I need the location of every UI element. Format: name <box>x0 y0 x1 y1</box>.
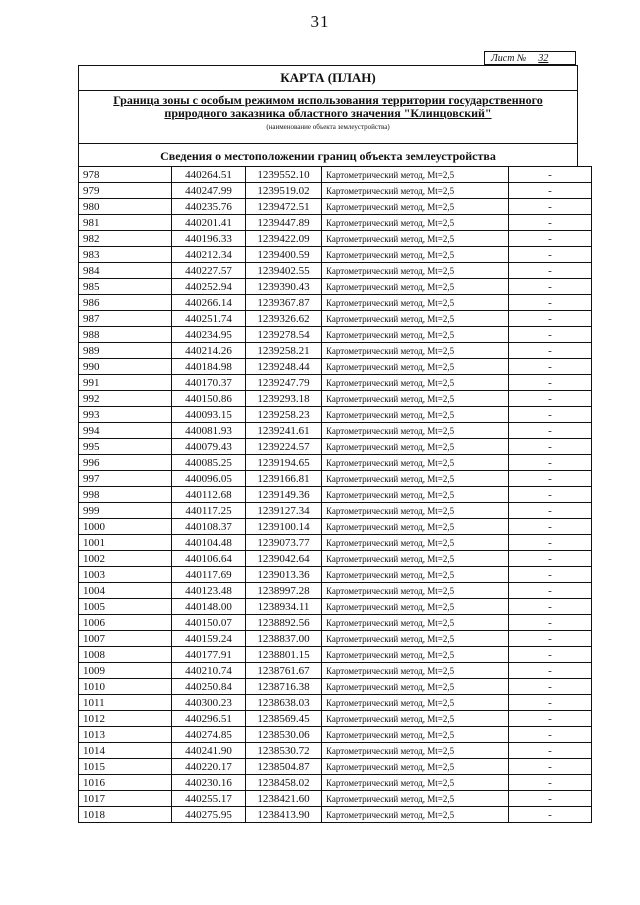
y-coordinate-cell: 1239552.10 <box>246 167 322 183</box>
point-number-cell: 980 <box>79 199 172 215</box>
y-coordinate-cell: 1239224.57 <box>246 439 322 455</box>
accuracy-note-cell: - <box>509 567 592 583</box>
table-row <box>79 295 592 311</box>
x-coordinate-cell: 440296.51 <box>172 711 246 727</box>
point-number-cell: 994 <box>79 423 172 439</box>
point-number-cell: 988 <box>79 327 172 343</box>
point-number-cell: 998 <box>79 487 172 503</box>
y-coordinate-cell: 1239519.02 <box>246 183 322 199</box>
accuracy-note-cell: - <box>509 471 592 487</box>
y-coordinate-cell: 1239390.43 <box>246 279 322 295</box>
determination-method-cell: Картометрический метод, Mt=2,5 <box>322 663 509 679</box>
table-row <box>79 439 592 455</box>
point-number-cell: 997 <box>79 471 172 487</box>
y-coordinate-cell: 1239194.65 <box>246 455 322 471</box>
determination-method-cell: Картометрический метод, Mt=2,5 <box>322 439 509 455</box>
accuracy-note-cell: - <box>509 791 592 807</box>
x-coordinate-cell: 440123.48 <box>172 583 246 599</box>
determination-method-cell: Картометрический метод, Mt=2,5 <box>322 471 509 487</box>
table-row <box>79 807 592 823</box>
point-number-cell: 1008 <box>79 647 172 663</box>
point-number-cell: 979 <box>79 183 172 199</box>
table-row <box>79 727 592 743</box>
table-row <box>79 183 592 199</box>
y-coordinate-cell: 1239447.89 <box>246 215 322 231</box>
accuracy-note-cell: - <box>509 215 592 231</box>
determination-method-cell: Картометрический метод, Mt=2,5 <box>322 487 509 503</box>
accuracy-note-cell: - <box>509 487 592 503</box>
y-coordinate-cell: 1239127.34 <box>246 503 322 519</box>
y-coordinate-cell: 1239367.87 <box>246 295 322 311</box>
page-number: 31 <box>310 12 330 31</box>
y-coordinate-cell: 1238569.45 <box>246 711 322 727</box>
x-coordinate-cell: 440148.00 <box>172 599 246 615</box>
point-number-cell: 984 <box>79 263 172 279</box>
section-title: Сведения о местоположении границ объекта землеустройства <box>79 144 577 167</box>
y-coordinate-cell: 1239278.54 <box>246 327 322 343</box>
point-number-cell: 996 <box>79 455 172 471</box>
table-row <box>79 567 592 583</box>
determination-method-cell: Картометрический метод, Mt=2,5 <box>322 375 509 391</box>
y-coordinate-cell: 1239400.59 <box>246 247 322 263</box>
determination-method-cell: Картометрический метод, Mt=2,5 <box>322 279 509 295</box>
table-row <box>79 663 592 679</box>
table-row <box>79 215 592 231</box>
determination-method-cell: Картометрический метод, Mt=2,5 <box>322 727 509 743</box>
point-number-cell: 1003 <box>79 567 172 583</box>
y-coordinate-cell: 1239166.81 <box>246 471 322 487</box>
table-row <box>79 535 592 551</box>
x-coordinate-cell: 440106.64 <box>172 551 246 567</box>
determination-method-cell: Картометрический метод, Mt=2,5 <box>322 295 509 311</box>
table-row <box>79 279 592 295</box>
accuracy-note-cell: - <box>509 679 592 695</box>
y-coordinate-cell: 1238716.38 <box>246 679 322 695</box>
y-coordinate-cell: 1239247.79 <box>246 375 322 391</box>
determination-method-cell: Картометрический метод, Mt=2,5 <box>322 423 509 439</box>
accuracy-note-cell: - <box>509 439 592 455</box>
x-coordinate-cell: 440234.95 <box>172 327 246 343</box>
document-title: КАРТА (ПЛАН) <box>79 66 577 91</box>
accuracy-note-cell: - <box>509 535 592 551</box>
point-number-cell: 1017 <box>79 791 172 807</box>
table-row <box>79 311 592 327</box>
table-row <box>79 471 592 487</box>
accuracy-note-cell: - <box>509 279 592 295</box>
y-coordinate-cell: 1239100.14 <box>246 519 322 535</box>
accuracy-note-cell: - <box>509 615 592 631</box>
point-number-cell: 1001 <box>79 535 172 551</box>
y-coordinate-cell: 1239013.36 <box>246 567 322 583</box>
accuracy-note-cell: - <box>509 455 592 471</box>
point-number-cell: 1015 <box>79 759 172 775</box>
table-row <box>79 455 592 471</box>
point-number-cell: 985 <box>79 279 172 295</box>
determination-method-cell: Картометрический метод, Mt=2,5 <box>322 599 509 615</box>
point-number-cell: 987 <box>79 311 172 327</box>
coordinates-table-body <box>79 167 592 823</box>
table-row <box>79 263 592 279</box>
table-row <box>79 407 592 423</box>
table-row <box>79 503 592 519</box>
sheet-label: Лист № <box>491 53 527 64</box>
point-number-cell: 1004 <box>79 583 172 599</box>
determination-method-cell: Картометрический метод, Mt=2,5 <box>322 231 509 247</box>
determination-method-cell: Картометрический метод, Mt=2,5 <box>322 759 509 775</box>
accuracy-note-cell: - <box>509 263 592 279</box>
y-coordinate-cell: 1238934.11 <box>246 599 322 615</box>
table-row <box>79 631 592 647</box>
table-row <box>79 487 592 503</box>
point-number-cell: 1005 <box>79 599 172 615</box>
point-number-cell: 992 <box>79 391 172 407</box>
determination-method-cell: Картометрический метод, Mt=2,5 <box>322 407 509 423</box>
determination-method-cell: Картометрический метод, Mt=2,5 <box>322 695 509 711</box>
table-row <box>79 759 592 775</box>
accuracy-note-cell: - <box>509 599 592 615</box>
x-coordinate-cell: 440220.17 <box>172 759 246 775</box>
accuracy-note-cell: - <box>509 183 592 199</box>
y-coordinate-cell: 1239422.09 <box>246 231 322 247</box>
x-coordinate-cell: 440108.37 <box>172 519 246 535</box>
point-number-cell: 986 <box>79 295 172 311</box>
coordinates-table <box>78 166 592 823</box>
x-coordinate-cell: 440104.48 <box>172 535 246 551</box>
accuracy-note-cell: - <box>509 631 592 647</box>
table-row <box>79 743 592 759</box>
x-coordinate-cell: 440266.14 <box>172 295 246 311</box>
point-number-cell: 1012 <box>79 711 172 727</box>
x-coordinate-cell: 440274.85 <box>172 727 246 743</box>
accuracy-note-cell: - <box>509 695 592 711</box>
table-row <box>79 231 592 247</box>
x-coordinate-cell: 440275.95 <box>172 807 246 823</box>
y-coordinate-cell: 1239042.64 <box>246 551 322 567</box>
table-row <box>79 375 592 391</box>
y-coordinate-cell: 1239472.51 <box>246 199 322 215</box>
accuracy-note-cell: - <box>509 807 592 823</box>
accuracy-note-cell: - <box>509 647 592 663</box>
x-coordinate-cell: 440093.15 <box>172 407 246 423</box>
accuracy-note-cell: - <box>509 759 592 775</box>
object-name-caption: (наименование объекта землеустройства) <box>266 123 390 131</box>
x-coordinate-cell: 440230.16 <box>172 775 246 791</box>
accuracy-note-cell: - <box>509 423 592 439</box>
table-row <box>79 711 592 727</box>
x-coordinate-cell: 440212.34 <box>172 247 246 263</box>
determination-method-cell: Картометрический метод, Mt=2,5 <box>322 519 509 535</box>
x-coordinate-cell: 440085.25 <box>172 455 246 471</box>
table-row <box>79 615 592 631</box>
accuracy-note-cell: - <box>509 391 592 407</box>
x-coordinate-cell: 440247.99 <box>172 183 246 199</box>
determination-method-cell: Картометрический метод, Mt=2,5 <box>322 343 509 359</box>
x-coordinate-cell: 440227.57 <box>172 263 246 279</box>
x-coordinate-cell: 440250.84 <box>172 679 246 695</box>
point-number-cell: 991 <box>79 375 172 391</box>
accuracy-note-cell: - <box>509 727 592 743</box>
accuracy-note-cell: - <box>509 743 592 759</box>
y-coordinate-cell: 1239258.23 <box>246 407 322 423</box>
point-number-cell: 999 <box>79 503 172 519</box>
x-coordinate-cell: 440196.33 <box>172 231 246 247</box>
table-row <box>79 199 592 215</box>
table-row <box>79 327 592 343</box>
y-coordinate-cell: 1238458.02 <box>246 775 322 791</box>
y-coordinate-cell: 1238421.60 <box>246 791 322 807</box>
table-row <box>79 167 592 183</box>
accuracy-note-cell: - <box>509 551 592 567</box>
accuracy-note-cell: - <box>509 231 592 247</box>
accuracy-note-cell: - <box>509 775 592 791</box>
x-coordinate-cell: 440079.43 <box>172 439 246 455</box>
determination-method-cell: Картометрический метод, Mt=2,5 <box>322 167 509 183</box>
accuracy-note-cell: - <box>509 375 592 391</box>
x-coordinate-cell: 440210.74 <box>172 663 246 679</box>
determination-method-cell: Картометрический метод, Mt=2,5 <box>322 647 509 663</box>
point-number-cell: 1000 <box>79 519 172 535</box>
x-coordinate-cell: 440081.93 <box>172 423 246 439</box>
x-coordinate-cell: 440117.25 <box>172 503 246 519</box>
object-name-line-2: природного заказника областного значения "Клинцовский" <box>164 106 492 120</box>
table-row <box>79 647 592 663</box>
determination-method-cell: Картометрический метод, Mt=2,5 <box>322 455 509 471</box>
table-row <box>79 423 592 439</box>
x-coordinate-cell: 440241.90 <box>172 743 246 759</box>
accuracy-note-cell: - <box>509 327 592 343</box>
determination-method-cell: Картометрический метод, Mt=2,5 <box>322 567 509 583</box>
y-coordinate-cell: 1239149.36 <box>246 487 322 503</box>
table-row <box>79 791 592 807</box>
point-number-cell: 989 <box>79 343 172 359</box>
accuracy-note-cell: - <box>509 519 592 535</box>
x-coordinate-cell: 440184.98 <box>172 359 246 375</box>
table-row <box>79 583 592 599</box>
determination-method-cell: Картометрический метод, Mt=2,5 <box>322 311 509 327</box>
point-number-cell: 1006 <box>79 615 172 631</box>
y-coordinate-cell: 1238413.90 <box>246 807 322 823</box>
y-coordinate-cell: 1238997.28 <box>246 583 322 599</box>
point-number-cell: 1014 <box>79 743 172 759</box>
determination-method-cell: Картометрический метод, Mt=2,5 <box>322 551 509 567</box>
determination-method-cell: Картометрический метод, Mt=2,5 <box>322 247 509 263</box>
point-number-cell: 981 <box>79 215 172 231</box>
accuracy-note-cell: - <box>509 711 592 727</box>
accuracy-note-cell: - <box>509 311 592 327</box>
table-row <box>79 599 592 615</box>
determination-method-cell: Картометрический метод, Mt=2,5 <box>322 183 509 199</box>
point-number-cell: 990 <box>79 359 172 375</box>
accuracy-note-cell: - <box>509 167 592 183</box>
object-name-block <box>79 91 577 144</box>
table-row <box>79 551 592 567</box>
determination-method-cell: Картометрический метод, Mt=2,5 <box>322 711 509 727</box>
point-number-cell: 978 <box>79 167 172 183</box>
point-number-cell: 993 <box>79 407 172 423</box>
point-number-cell: 1010 <box>79 679 172 695</box>
determination-method-cell: Картометрический метод, Mt=2,5 <box>322 503 509 519</box>
x-coordinate-cell: 440255.17 <box>172 791 246 807</box>
determination-method-cell: Картометрический метод, Mt=2,5 <box>322 583 509 599</box>
point-number-cell: 983 <box>79 247 172 263</box>
document-header <box>78 65 578 167</box>
determination-method-cell: Картометрический метод, Mt=2,5 <box>322 743 509 759</box>
accuracy-note-cell: - <box>509 343 592 359</box>
determination-method-cell: Картометрический метод, Mt=2,5 <box>322 807 509 823</box>
x-coordinate-cell: 440150.07 <box>172 615 246 631</box>
x-coordinate-cell: 440170.37 <box>172 375 246 391</box>
x-coordinate-cell: 440117.69 <box>172 567 246 583</box>
accuracy-note-cell: - <box>509 663 592 679</box>
y-coordinate-cell: 1239293.18 <box>246 391 322 407</box>
y-coordinate-cell: 1238504.87 <box>246 759 322 775</box>
x-coordinate-cell: 440112.68 <box>172 487 246 503</box>
point-number-cell: 1009 <box>79 663 172 679</box>
determination-method-cell: Картометрический метод, Mt=2,5 <box>322 615 509 631</box>
point-number-cell: 1011 <box>79 695 172 711</box>
x-coordinate-cell: 440214.26 <box>172 343 246 359</box>
determination-method-cell: Картометрический метод, Mt=2,5 <box>322 791 509 807</box>
point-number-cell: 1018 <box>79 807 172 823</box>
object-name-line-1: Граница зоны с особым режимом использования территории государственного <box>113 93 543 107</box>
table-row <box>79 247 592 263</box>
y-coordinate-cell: 1238801.15 <box>246 647 322 663</box>
y-coordinate-cell: 1239241.61 <box>246 423 322 439</box>
determination-method-cell: Картометрический метод, Mt=2,5 <box>322 215 509 231</box>
determination-method-cell: Картометрический метод, Mt=2,5 <box>322 631 509 647</box>
y-coordinate-cell: 1238530.72 <box>246 743 322 759</box>
point-number-cell: 1013 <box>79 727 172 743</box>
accuracy-note-cell: - <box>509 295 592 311</box>
x-coordinate-cell: 440159.24 <box>172 631 246 647</box>
table-row <box>79 679 592 695</box>
accuracy-note-cell: - <box>509 359 592 375</box>
determination-method-cell: Картометрический метод, Mt=2,5 <box>322 391 509 407</box>
table-row <box>79 343 592 359</box>
point-number-cell: 995 <box>79 439 172 455</box>
determination-method-cell: Картометрический метод, Mt=2,5 <box>322 199 509 215</box>
x-coordinate-cell: 440264.51 <box>172 167 246 183</box>
determination-method-cell: Картометрический метод, Mt=2,5 <box>322 327 509 343</box>
accuracy-note-cell: - <box>509 407 592 423</box>
sheet-number: 32 <box>538 53 549 64</box>
y-coordinate-cell: 1238892.56 <box>246 615 322 631</box>
accuracy-note-cell: - <box>509 583 592 599</box>
x-coordinate-cell: 440300.23 <box>172 695 246 711</box>
determination-method-cell: Картометрический метод, Mt=2,5 <box>322 775 509 791</box>
y-coordinate-cell: 1238530.06 <box>246 727 322 743</box>
y-coordinate-cell: 1239073.77 <box>246 535 322 551</box>
table-row <box>79 391 592 407</box>
accuracy-note-cell: - <box>509 247 592 263</box>
table-row <box>79 359 592 375</box>
accuracy-note-cell: - <box>509 199 592 215</box>
accuracy-note-cell: - <box>509 503 592 519</box>
x-coordinate-cell: 440235.76 <box>172 199 246 215</box>
x-coordinate-cell: 440201.41 <box>172 215 246 231</box>
sheet-number-box <box>484 51 576 65</box>
determination-method-cell: Картометрический метод, Mt=2,5 <box>322 679 509 695</box>
x-coordinate-cell: 440252.94 <box>172 279 246 295</box>
table-row <box>79 775 592 791</box>
determination-method-cell: Картометрический метод, Mt=2,5 <box>322 359 509 375</box>
y-coordinate-cell: 1238638.03 <box>246 695 322 711</box>
x-coordinate-cell: 440096.05 <box>172 471 246 487</box>
point-number-cell: 982 <box>79 231 172 247</box>
y-coordinate-cell: 1238761.67 <box>246 663 322 679</box>
x-coordinate-cell: 440177.91 <box>172 647 246 663</box>
point-number-cell: 1007 <box>79 631 172 647</box>
x-coordinate-cell: 440251.74 <box>172 311 246 327</box>
point-number-cell: 1002 <box>79 551 172 567</box>
y-coordinate-cell: 1239248.44 <box>246 359 322 375</box>
determination-method-cell: Картометрический метод, Mt=2,5 <box>322 535 509 551</box>
point-number-cell: 1016 <box>79 775 172 791</box>
x-coordinate-cell: 440150.86 <box>172 391 246 407</box>
determination-method-cell: Картометрический метод, Mt=2,5 <box>322 263 509 279</box>
y-coordinate-cell: 1239326.62 <box>246 311 322 327</box>
y-coordinate-cell: 1239402.55 <box>246 263 322 279</box>
y-coordinate-cell: 1239258.21 <box>246 343 322 359</box>
table-row <box>79 695 592 711</box>
y-coordinate-cell: 1238837.00 <box>246 631 322 647</box>
table-row <box>79 519 592 535</box>
